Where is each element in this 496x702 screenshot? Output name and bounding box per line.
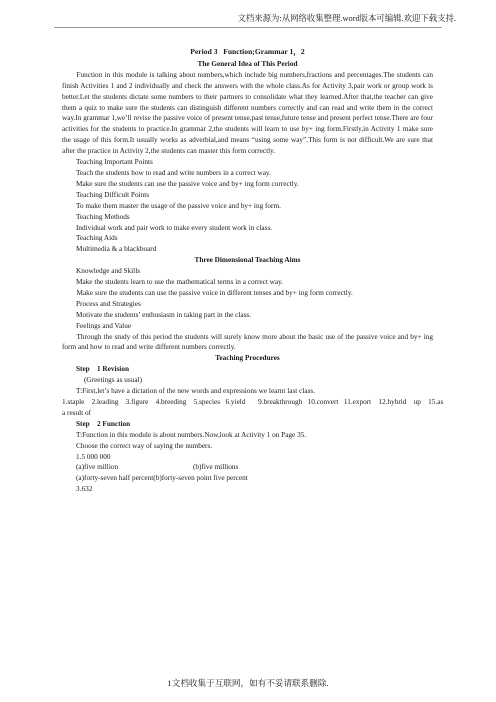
aims-heading: Three Dimensional Teaching Aims — [194, 256, 301, 265]
difficult-points-label: Teaching Difficult Points — [76, 190, 150, 199]
step1-greeting: (Greetings as usual) — [84, 376, 142, 385]
general-idea-heading: The General Idea of This Period — [197, 59, 298, 68]
methods-label: Teaching Methods — [76, 212, 130, 221]
header-note: 文档来源为:从网络收集整理.word版本可编辑.欢迎下载支持. — [237, 14, 456, 23]
difficult-point-1: To make them master the usage of the passive voice and by+ ing form. — [76, 201, 281, 210]
aids-label: Teaching Aids — [76, 234, 118, 243]
step2-instruction: Choose the correct way of saying the numbers. — [76, 441, 213, 450]
process-label: Process and Strategies — [76, 299, 141, 308]
item-2-options: (a)forty-seven half percent(b)forty-seven point five percent — [76, 474, 248, 483]
important-point-1: Teach the students how to read and write numbers in a correct way. — [76, 168, 271, 177]
methods-line: Individual work and pair work to make every student work in class. — [76, 223, 273, 232]
header-divider — [54, 27, 442, 28]
general-idea-paragraph: Function in this module is talking about numbers,which include big numbers,fractions and percentages.The students can finish Activities 1 and 2 individually and check the answers with the whole class.As for Activity 3,pair work or group work is better.Let the students dictate some numbers to their partners to consolidate what they learned.After that,the teacher can give them a quiz to make sure the students can distinguish different numbers correctly and can read and write them in the correct way.In grammar 1,we’ll revise the passive voice of present tense,past tense,future tense and present perfect tense.There are four activities for the students to practice.In grammar 2,the students will learn to use by+ ing form.Firstly,in Activity 1 make sure the usage of this form.It usually works as adverbial,and means “using some way”.This form is not difficult.We are sure that after the practice in Activity 2,the students can master this form correctly. — [62, 70, 433, 156]
footer-note: 1文档收集于互联网，如有不妥请联系删除. — [167, 678, 329, 688]
period-title: Period 3 Function;Grammar 1，2 — [190, 47, 305, 56]
word-list: 1.staple 2.leading 3.figure 4.breeding 5.species 6.yield 9.breakthrough 10.convert 11.export 12.hybrid up 15.as a result of — [62, 398, 444, 417]
knowledge-label: Knowledge and Skills — [76, 267, 141, 276]
step2-heading: Step 2 Function — [76, 419, 131, 428]
item-1-option-b: (b)five millions — [193, 463, 239, 472]
document-body — [62, 47, 444, 495]
item-1-option-a: (a)five million — [76, 463, 119, 472]
item-3-number: 3.632 — [76, 485, 93, 494]
knowledge-line: Make the students learn to use the mathematical terms in a correct way. — [76, 278, 284, 287]
process-line: Motivate the students’ enthusiasm in taking part in the class. — [76, 310, 252, 319]
step1-teacher-line: T:First,let’s have a dictation of the new words and expressions we learnt last class. — [76, 387, 316, 396]
knowledge-paragraph: Make sure the students can use the passive voice in different tenses and by+ ing form correctly. — [76, 288, 353, 297]
feelings-paragraph: Through the study of this period the students will surely know more about the basic use of the passive voice and by+ ing form and how to read and write different numbers correctly. — [62, 332, 433, 352]
item-1-options — [62, 462, 433, 473]
procedures-heading: Teaching Procedures — [215, 354, 280, 363]
step1-heading: Step 1 Revision — [76, 365, 129, 374]
important-points-label: Teaching Important Points — [76, 158, 153, 167]
feelings-label: Feelings and Value — [76, 321, 132, 330]
step2-teacher-line: T:Function in this module is about numbers.Now,look at Activity 1 on Page 35. — [76, 430, 307, 439]
aids-line: Multimedia & a blackboard — [76, 245, 157, 254]
item-1-number: 1.5 000 000 — [76, 452, 111, 461]
important-point-2: Make sure the students can use the passive voice and by+ ing form correctly. — [76, 179, 299, 188]
